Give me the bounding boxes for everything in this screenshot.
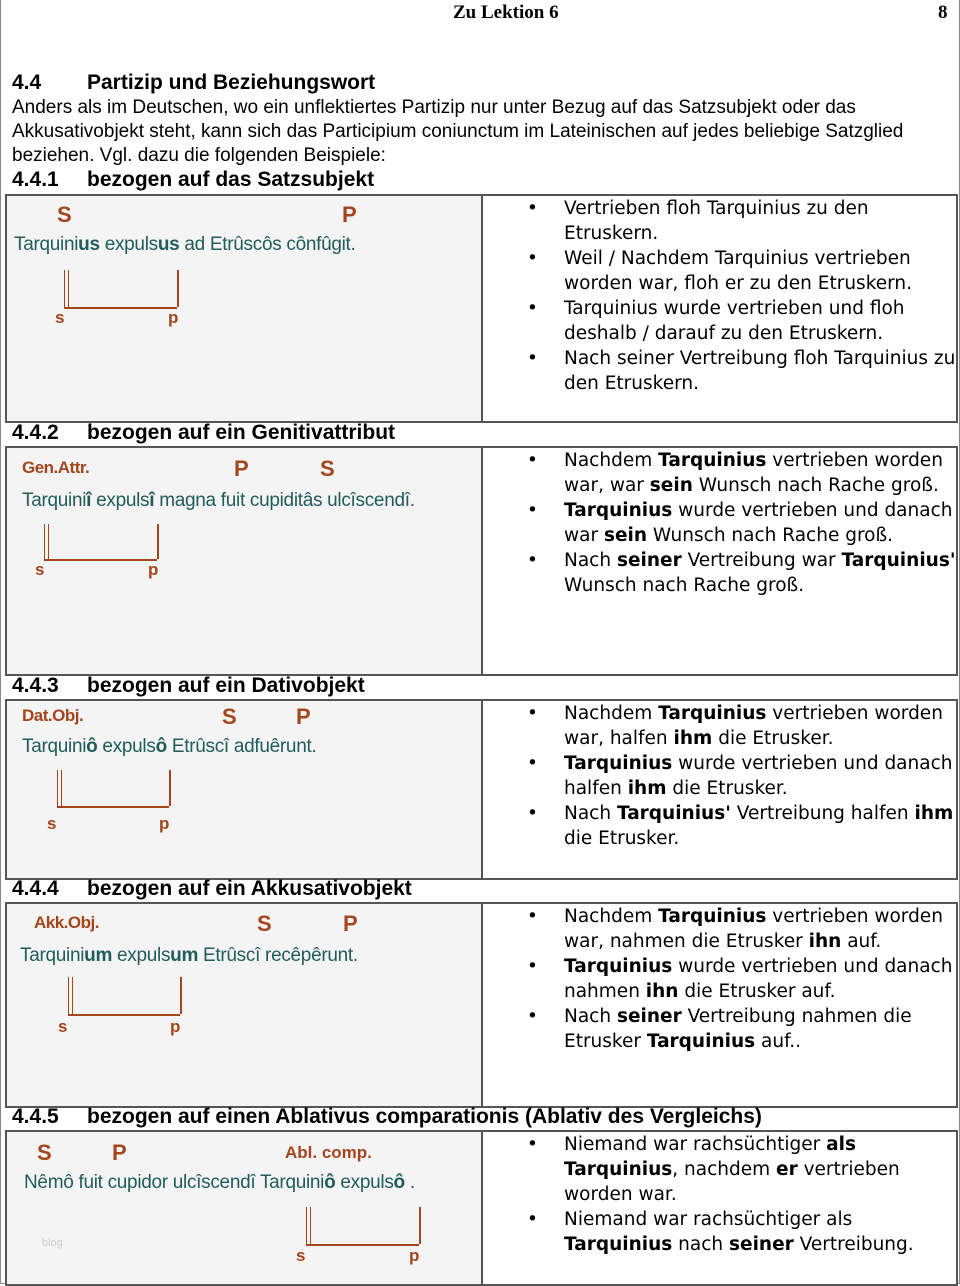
emphasis: er (776, 1159, 798, 1180)
bracket-right (157, 524, 159, 559)
text-part: Nach seiner Vertreibung floh Tarquinius zu den Etruskern. (564, 348, 956, 394)
ending-highlight: ô (393, 1172, 405, 1193)
section-heading (12, 71, 375, 95)
subsection-number: 4.4.5 (12, 1105, 59, 1128)
subsection-title: bezogen auf ein Dativobjekt (87, 674, 365, 697)
intro-paragraph: Anders als im Deutschen, wo ein unflektiertes Partizip nur unter Bezug auf das Satzsubjekt oder das Akkusativobjekt steht, kann sich das Participium coniunctum im Lateinischen auf jedes beliebige Satzglied beziehen. Vgl. dazu die folgenden Beispiele: (12, 97, 904, 166)
subsection-heading (12, 674, 365, 698)
diagram-cell (7, 196, 483, 421)
syntax-label: Akk.Obj. (34, 913, 99, 932)
sentence-part: ad Etrûscôs cônfûgit. (179, 234, 356, 255)
syntax-label: Abl. comp. (285, 1143, 372, 1162)
emphasis: ihn (645, 981, 679, 1002)
subsection-number: 4.4.1 (12, 168, 59, 191)
translation-item (483, 448, 956, 498)
text-part: wurde vertrieben und danach halfen (564, 753, 953, 799)
bracket-right (180, 977, 182, 1014)
text-part: Niemand war rachsüchtiger (564, 1134, 827, 1155)
subsection-heading (12, 421, 395, 445)
syntax-label: Dat.Obj. (22, 706, 84, 725)
text-part: Nach (564, 1006, 617, 1027)
diagram-cell (7, 904, 483, 1106)
text-part: Niemand war rachsüchtiger als (564, 1209, 853, 1230)
example-table (5, 699, 958, 880)
bracket-right (419, 1207, 421, 1244)
bracket-bottom (64, 307, 177, 309)
subsection-heading (12, 168, 374, 192)
section-title: Partizip und Beziehungswort (87, 71, 376, 94)
example-table (5, 194, 958, 423)
bracket-bottom (306, 1244, 419, 1246)
sentence-part: magna fuit cupiditâs ulcîscendî. (154, 490, 415, 511)
bullet-icon: • (527, 803, 538, 824)
page-number: 8 (938, 2, 948, 23)
translation-list (483, 196, 956, 396)
sentence-part: expuls (97, 736, 156, 757)
text-part: vertrieben worden war. (564, 1159, 900, 1205)
text-part: Weil / Nachdem Tarquinius vertrieben worden war, floh er zu den Etruskern. (564, 248, 913, 294)
diagram-cell (7, 701, 483, 878)
ending-highlight: us (78, 234, 100, 255)
bullet-icon: • (527, 1134, 538, 1155)
text-part: Vertreibung halfen (730, 803, 915, 824)
bracket-label: s (58, 1017, 68, 1036)
ending-highlight: î (86, 490, 92, 511)
bullet-icon: • (527, 703, 538, 724)
emphasis: Tarquinius (564, 500, 673, 521)
bracket-right (169, 770, 171, 806)
subsection-number: 4.4.3 (12, 674, 59, 697)
translation-item (483, 904, 956, 954)
syntax-label: P (343, 911, 358, 936)
latin-sentence (20, 945, 358, 967)
text-part: wurde vertrieben und danach nahmen (564, 956, 953, 1002)
sentence-part: expuls (335, 1172, 394, 1193)
text-part: die Etrusker. (712, 728, 834, 749)
subsection-heading (12, 877, 412, 901)
bullet-icon: • (527, 198, 538, 219)
ending-highlight: um (170, 945, 199, 966)
text-part: Nachdem (564, 906, 659, 927)
translation-list (483, 448, 956, 598)
text-part: vertrieben worden war, halfen (564, 703, 943, 749)
text-part: Tarquinius wurde vertrieben und floh deshalb / darauf zu den Etruskern. (564, 298, 905, 344)
bracket-label: p (168, 308, 179, 327)
section-number: 4.4 (12, 71, 42, 94)
text-part: Vertreibung nahmen die Etrusker (564, 1006, 912, 1052)
bracket-bottom (44, 559, 157, 561)
sentence-part: Tarquini (20, 945, 85, 966)
translation-item (483, 954, 956, 1004)
translation-item (483, 246, 956, 296)
sentence-part: expuls (112, 945, 171, 966)
sentence-part: Tarquini (14, 234, 79, 255)
example-table (5, 1130, 958, 1286)
translation-list (483, 904, 953, 1054)
translation-item (483, 1207, 956, 1257)
text-part: die Etrusker auf. (678, 981, 836, 1002)
emphasis: Tarquinius (646, 1031, 756, 1052)
bracket-left (306, 1207, 311, 1244)
translation-list (483, 701, 953, 851)
subsection-number: 4.4.4 (12, 877, 59, 900)
syntax-label: Gen.Attr. (22, 458, 90, 477)
bullet-icon: • (527, 450, 538, 471)
syntax-label: S (37, 1140, 52, 1165)
translation-item (483, 296, 956, 346)
translation-cell (483, 904, 956, 1106)
emphasis: ihm (627, 778, 667, 799)
emphasis: seiner (616, 550, 682, 571)
subsection-number: 4.4.2 (12, 421, 59, 444)
emphasis: ihm (673, 728, 713, 749)
bracket-bottom (57, 806, 169, 808)
emphasis: ihm (914, 803, 954, 824)
ending-highlight: ô (155, 736, 167, 757)
bracket-label: s (55, 308, 65, 327)
subsection-title: bezogen auf einen Ablativus comparationis (Ablativ des Vergleichs) (87, 1105, 762, 1128)
bracket-label: s (47, 814, 57, 833)
latin-sentence (22, 736, 316, 758)
bracket-left (57, 770, 62, 806)
bullet-icon: • (527, 348, 538, 369)
text-part: nach (672, 1234, 730, 1255)
syntax-label: P (342, 202, 357, 227)
text-part: , nachdem (672, 1159, 777, 1180)
ending-highlight: î (149, 490, 155, 511)
sentence-part: Etrûscî adfuêrunt. (166, 736, 317, 757)
text-part: Nach (564, 550, 617, 571)
translation-cell (483, 1132, 956, 1284)
bullet-icon: • (527, 1006, 538, 1027)
syntax-label: P (234, 456, 249, 481)
diagram-cell (7, 448, 483, 674)
bracket-label: s (35, 560, 45, 579)
syntax-label: S (257, 911, 272, 936)
bracket-label: p (409, 1246, 420, 1265)
bullet-icon: • (527, 906, 538, 927)
emphasis: Tarquinius (658, 450, 767, 471)
text-part: die Etrusker. (564, 828, 680, 849)
emphasis: Tarquinius (564, 1234, 673, 1255)
text-part: wurde vertrieben und danach war (564, 500, 953, 546)
watermark: blog (42, 1237, 63, 1249)
text-part: Vertreibung war (681, 550, 842, 571)
ending-highlight: us (157, 234, 180, 255)
syntax-label: P (296, 704, 311, 729)
bullet-icon: • (527, 500, 538, 521)
text-part: auf. (841, 931, 882, 952)
emphasis: ihn (808, 931, 842, 952)
bullet-icon: • (527, 1209, 538, 1230)
bullet-icon: • (527, 298, 538, 319)
diagram-cell (7, 1132, 483, 1284)
subsection-heading (12, 1105, 762, 1129)
bullet-icon: • (527, 956, 538, 977)
bracket-label: p (159, 814, 170, 833)
sentence-part: Etrûscî recêpêrunt. (198, 945, 358, 966)
text-part: die Etrusker. (666, 778, 788, 799)
ending-highlight: ô (86, 736, 98, 757)
subsection-title: bezogen auf ein Akkusativobjekt (87, 877, 412, 900)
bracket-left (44, 524, 49, 559)
header-title: Zu Lektion 6 (453, 2, 559, 23)
text-part: Wunsch nach Rache groß. (564, 575, 805, 596)
translation-item (483, 1132, 956, 1207)
text-part: Vertrieben floh Tarquinius zu den Etruskern. (564, 198, 869, 244)
subsection-title: bezogen auf das Satzsubjekt (87, 168, 375, 191)
bracket-label: p (170, 1017, 181, 1036)
latin-sentence (22, 490, 415, 512)
emphasis: sein (649, 475, 693, 496)
translation-item (483, 548, 956, 598)
bracket-right (177, 270, 179, 307)
latin-sentence (24, 1172, 415, 1194)
bracket-left (68, 977, 73, 1014)
translation-item (483, 346, 956, 396)
text-part: vertrieben worden war, nahmen die Etrusker (564, 906, 943, 952)
example-table (5, 902, 958, 1108)
emphasis: sein (603, 525, 648, 546)
translation-cell (483, 448, 956, 674)
translation-item (483, 498, 956, 548)
sentence-part: Tarquini (22, 490, 87, 511)
syntax-label: P (112, 1140, 127, 1165)
sentence-part: expuls (99, 234, 158, 255)
emphasis: seiner (729, 1234, 794, 1255)
translation-item (483, 196, 956, 246)
latin-sentence (14, 234, 356, 256)
ending-highlight: um (84, 945, 113, 966)
text-part: vertrieben worden war, war (564, 450, 943, 496)
syntax-label: S (320, 456, 335, 481)
emphasis: Tarquinius' (616, 803, 731, 824)
bracket-bottom (68, 1014, 180, 1016)
emphasis: Tarquinius' (841, 550, 956, 571)
sentence-part: . (404, 1172, 415, 1193)
text-part: Nachdem (564, 703, 659, 724)
sentence-part: Nêmô fuit cupidor ulcîscendî Tarquini (24, 1172, 325, 1193)
text-part: Wunsch nach Rache groß. (647, 525, 894, 546)
example-table (5, 446, 958, 676)
translation-item (483, 1004, 956, 1054)
bullet-icon: • (527, 248, 538, 269)
syntax-label: S (222, 704, 237, 729)
translation-list (483, 1132, 953, 1257)
emphasis: als Tarquinius (564, 1134, 856, 1180)
emphasis: seiner (616, 1006, 682, 1027)
bracket-label: s (296, 1246, 306, 1265)
emphasis: Tarquinius (564, 956, 673, 977)
subsection-title: bezogen auf ein Genitivattribut (87, 421, 396, 444)
emphasis: Tarquinius (658, 703, 767, 724)
text-part: Vertreibung. (793, 1234, 914, 1255)
translation-item (483, 751, 956, 801)
text-part: Nach (564, 803, 617, 824)
translation-item (483, 701, 956, 751)
sentence-part: Tarquini (22, 736, 87, 757)
sentence-part: expuls (91, 490, 150, 511)
text-part: Wunsch nach Rache groß. (692, 475, 939, 496)
text-part: Nachdem (564, 450, 659, 471)
translation-cell (483, 196, 956, 421)
bullet-icon: • (527, 753, 538, 774)
translation-cell (483, 701, 956, 878)
bracket-left (64, 270, 69, 307)
bullet-icon: • (527, 550, 538, 571)
ending-highlight: ô (324, 1172, 336, 1193)
text-part: auf.. (755, 1031, 802, 1052)
bracket-label: p (148, 560, 159, 579)
translation-item (483, 801, 956, 851)
emphasis: Tarquinius (564, 753, 673, 774)
syntax-label: S (57, 202, 72, 227)
emphasis: Tarquinius (658, 906, 767, 927)
